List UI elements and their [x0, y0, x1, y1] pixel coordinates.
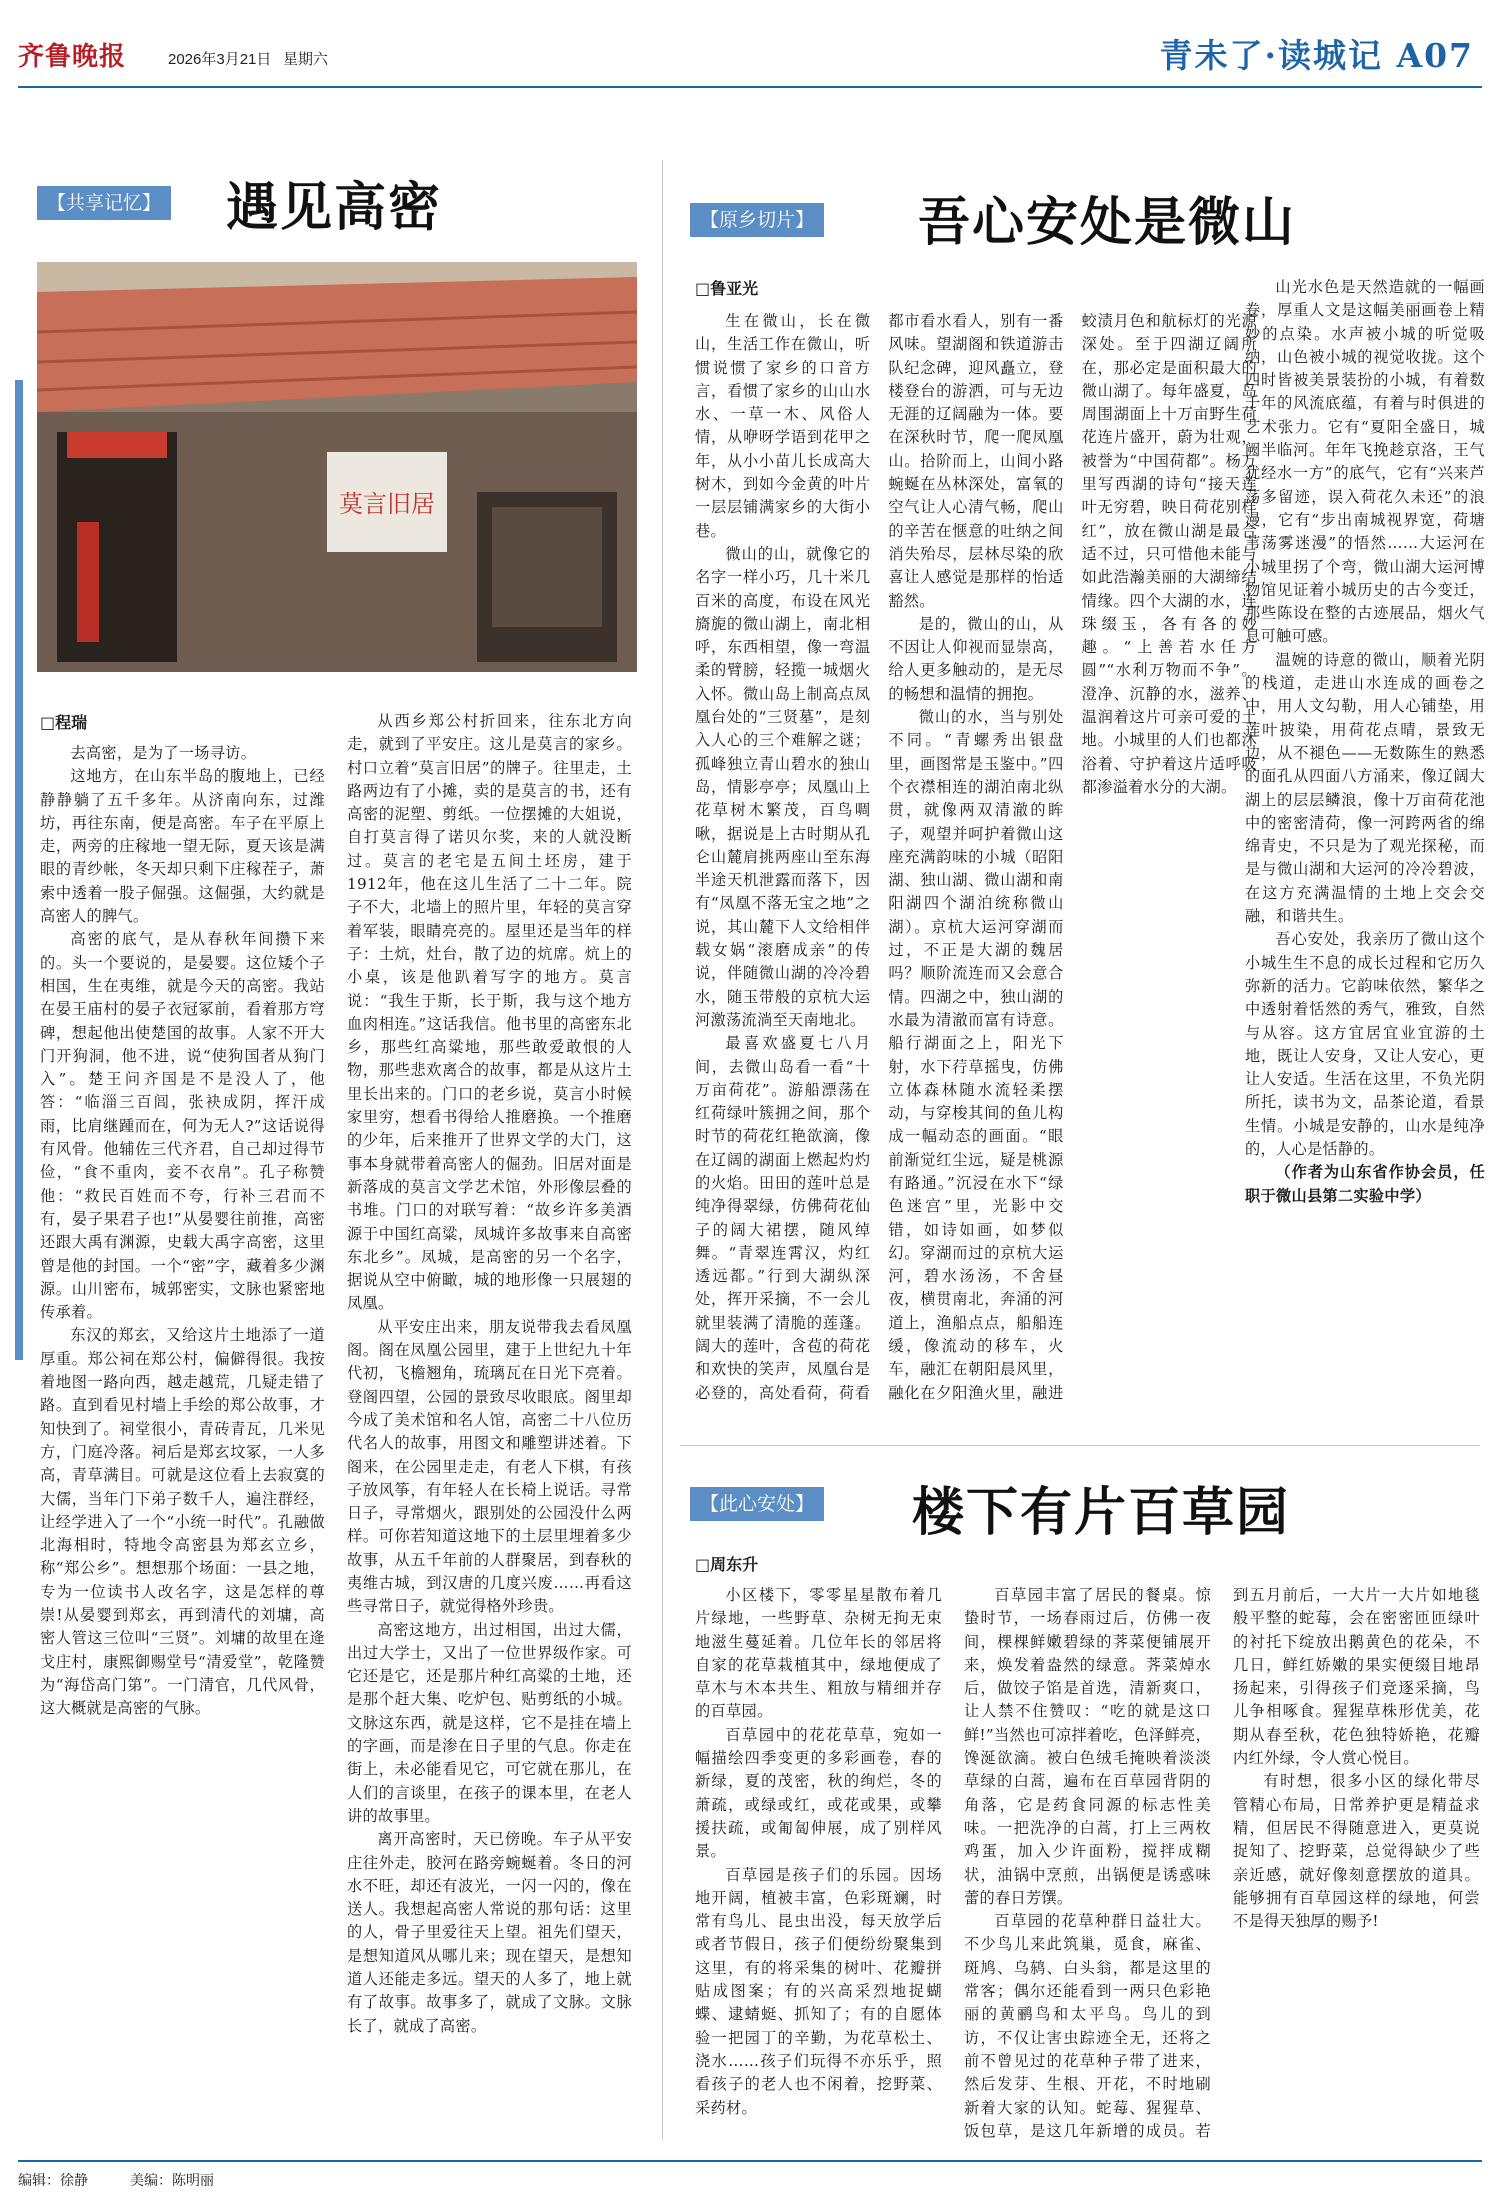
editor-credit: 编辑：徐静 [18, 2172, 88, 2188]
article2-paragraph: 是的，微山的山，从不因让人仰视而显崇高，给人更多触动的，是无尽的畅想和温情的拥抱。 [888, 614, 1064, 703]
article2-paragraph: 温婉的诗意的微山，顺着光阴的栈道，走进山水连成的画卷之中，用人文勾勒，用人心铺垫，用莲叶披染，用荷花点晴，景致无边，从不褪色——无数陈生的熟悉的面孔从四面八方涌来，像辽阔大湖上的层层鳞浪，像十万亩荷花池中的密密清荷，像一河跨两省的绵绵青史，不只是为了观光探秘，而是与微山湖和大运河的冷冷碧波，在这方充满温情的土地上交会交融，和谐共生。 [1245, 650, 1485, 926]
newspaper-logo: 齐鲁晚报 [18, 42, 127, 72]
article1-photo [37, 262, 637, 672]
article1-paragraph: 这地方，在山东半岛的腹地上，已经静静躺了五千多年。从济南向东，过潍坊，再往东南，便是高密。车子在平原上走，两旁的庄稼地一望无际，夏天该是满眼的青纱帐，冬天却只剩下庄稼茬子，萧索中透着一股子倔强。这倔强，大约就是高密人的脾气。 [40, 767, 325, 926]
article2-paragraph: 吾心安处，我亲历了微山这个小城生生不息的成长过程和它历久弥新的活力。它韵味依然，繁华之中透射着恬然的秀气，雅致，自然与从容。这方宜居宜业宜游的土地，既让人安身，又让人安心，更让人安适。生活在这里，不负光阴所托，读书为文，品茶论道，看景生情。小城是安静的，山水是纯净的，人心是恬静的。 [1245, 930, 1485, 1158]
article1-paragraph: 高密这地方，出过相国，出过大儒，出过大学士，又出了一位世界级作家。可它还是它，还是那片种红高粱的土地，还是那个赶大集、吃炉包、贴剪纸的小城。文脉这东西，就是这样，它不是挂在墙上的字画，而是渗在日子里的气息。你走在街上，未必能看见它，可它就在那儿，在人们的言谈里，在孩子的课本里，在老人讲的故事里。 [347, 1620, 632, 1825]
house-photo-illustration [37, 262, 637, 672]
article1-side-bar [15, 380, 23, 1360]
section-title: 青未了·读城记 A07 [1159, 36, 1474, 75]
article3-body [695, 1584, 1480, 2144]
article2-author: □鲁亚光 [695, 279, 759, 298]
article2-paragraph: 最喜欢盛夏七八月间，去微山岛看一看“十万亩荷花”。游船漂荡在红荷绿叶簇拥之间，那个时节的荷花红艳欲滴，像在辽阔的湖面上燃起灼灼的火焰。田田的莲叶总是纯净得翠绿，仿佛荷花仙子的阔大裙摆，随风绰舞。“青翠连霄汉，灼红透远都。”行到大湖纵深处，挥开采摘，不一会儿就里装满了清脆的莲蓬。阔大的莲叶，含苞的荷花和欢快的笑声，凤凰台是必登的，高处看荷，荷看都市看水看人，别有一番风味。望湖阁和铁道游击队纪念碑，迎风矗立，登楼登台的游洒，可与无边无涯的辽阔融为一体。要在深秋时节，爬一爬凤凰山。拾阶而上，山间小路蜿蜒在丛林深处，富氧的空气让人心清气畅，爬山的辛苦在惬意的吐纳之间消失殆尽，层林尽染的欣喜让人感觉是那样的怡适豁然。 [695, 312, 1064, 1402]
page-footer [18, 2160, 1482, 2190]
article1-author: □程瑞 [40, 713, 88, 732]
article1-column-1 [40, 742, 325, 2132]
article2-title: 吾心安处是微山 [918, 192, 1297, 253]
article2-paragraph: 微山的水，当与别处不同。“青螺秀出银盘里，画图常是玉鉴中。”四个衣襟相连的湖泊南北纵贯，就像两双清澈的眸子，观望并呵护着微山这座充满韵味的小城（昭阳湖、独山湖、微山湖和南阳湖四个湖泊统称微山湖）。京杭大运河穿湖而过，不正是大湖的魏居吗？顺阶流连而又会意合情。四湖之中，独山湖的水最为清澈而富有诗意。船行湖面之上，阳光下射，水下荇草摇曳，仿佛立体森林随水流轻柔摆动，与穿梭其间的鱼儿构成一幅动态的画面。“眼前渐觉红尘远，疑是桃源有路通。”沉浸在水下“绿色迷宫”里，光影中交错，如诗如画，如梦似幻。穿湖而过的京杭大运河，碧水汤汤，不舍昼夜，横贯南北，奔涌的河道上，渔船点点，船船连缓，像流动的移车，火车，融汇在朝阳晨风里，融化在夕阳渔火里，融进蛟渍月色和航标灯的光源深处。至于四湖辽阔所在，那必定是面积最大的微山湖了。每年盛夏，岛周围湖面上十万亩野生荷花连片盛开，蔚为壮观，被誉为“中国荷都”。杨万里写西湖的诗句“接天莲叶无穷碧，映日荷花别样红”，放在微山湖是最合适不过，只可惜他未能与如此浩瀚美丽的大湖缔结情缘。四个大湖的水，连珠缀玉，各有各的妙趣。“上善若水任方圆”“水利万物而不争”。澄净、沉静的水，滋养、温润着这片可亲可爱的土地。小城里的人们也都沐浴着、守护着这片适呼吸都渗溢着水分的大湖。 [888, 312, 1257, 1402]
designer-credit: 美编：陈明丽 [130, 2172, 214, 2188]
article2-tag: 【原乡切片】 [690, 203, 824, 237]
article1-paragraph: 高密的底气，是从春秋年间攒下来的。头一个要说的，是晏婴。这位矮个子相国，生在夷维，就是今天的高密。我站在晏王庙村的晏子衣冠冢前，看着那方穹碑，想起他出使楚国的故事。人家不开大门开狗洞，他不进，说“使狗国者从狗门入”。楚王问齐国是不是没人了，他答：“临淄三百闾，张袂成阴，挥汗成雨，比肩继踵而在，何为无人?”这话说得有风骨。他辅佐三代齐君，自己却过得节俭，“食不重肉，妾不衣帛”。孔子称赞他：“救民百姓而不夸，行补三君而不有，晏子果君子也!”从晏婴往前推，高密还跟大禹有渊源，史载大禹字高密，这里曾是他的封国。一个“密”字，藏着多少渊源。山川密布，城郭密实，文脉也紧密地传承着。 [40, 930, 325, 1322]
article3-paragraph: 百草园丰富了居民的餐桌。惊蛰时节，一场春雨过后，仿佛一夜间，棵棵鲜嫩碧绿的荠菜便铺展开来，焕发着盎然的绿意。荠菜焯水后，做饺子馅是首选，清新爽口，让人禁不住赞叹：“吃的就是这口鲜!”当然也可凉拌着吃，色泽鲜亮，馋涎欲滴。被白色绒毛掩映着淡淡草绿的白蒿，遍布在百草园背阴的角落，它是药食同源的标志性美味。一把洗净的白蒿，打上三两枚鸡蛋，加入少许面粉，搅拌成糊状，油锅中烹煎，出锅便是诱惑味蕾的春日芳馔。 [964, 1586, 1211, 1907]
article1-paragraph: 从平安庄出来，朋友说带我去看凤凰阁。阁在凤凰公园里，建于上世纪九十年代初，飞檐翘角，琉璃瓦在日光下亮着。登阁四望，公园的景致尽收眼底。阁里却今成了美术馆和名人馆，高密二十八位历代名人的故事，用图文和雕塑讲述着。下阁来，在公园里走走，有老人下棋，有孩子放风筝，有年轻人在长椅上说话。寻常日子，寻常烟火，跟别处的公园没什么两样。可你若知道这地下的土层里埋着多少故事，从五千年前的人群聚居，到春秋的夷维古城，到汉唐的几度兴废……再看这些寻常日子，就觉得格外珍贵。 [347, 1317, 632, 1616]
article3-paragraph: 小区楼下，零零星星散布着几片绿地，一些野草、杂树无拘无束地滋生蔓延着。几位年长的邻居将自家的花草栽植其中，绿地便成了草木与木本共生、粗放与精细并存的百草园。 [695, 1586, 942, 1721]
article1-paragraph: 从西乡郑公村折回来，往东北方向走，就到了平安庄。这儿是莫言的家乡。村口立着“莫言旧居”的牌子。往里走，土路两边有了小摊，卖的是莫言的书，还有高密的泥塑、剪纸。一位摆摊的大姐说，自打莫言得了诺贝尔奖，来的人就没断过。莫言的老宅是五间土坯房，建于1912年，他在这儿生活了二十二年。院子不大，北墙上的照片里，年轻的莫言穿着军装，眼睛亮亮的。屋里还是当年的样子：土炕，灶台，散了边的炕席。炕上的小桌，该是他趴着写字的地方。莫言说：“我生于斯，长于斯，我与这个地方血肉相连。”这话我信。他书里的高密东北乡，那些红高粱地，那些敢爱敢恨的人物，那些悲欢离合的故事，都是从这片土里长出来的。门口的老乡说，莫言小时候家里穷，想看书得给人推磨换。一个推磨的少年，后来推开了世界文学的大门，这事本身就带着高密人的倔劲。旧居对面是新落成的莫言文学艺术馆，外形像层叠的书堆。门口的对联写着：“故乡许多美酒源于中国红高粱，凤城许多故事来自高密东北乡”。凤城，是高密的另一个名字，据说从空中俯瞰，城的地形像一只展翅的凤凰。 [347, 712, 632, 1313]
issue-date: 2026年3月21日 [168, 51, 272, 68]
article2-paragraph: 生在微山，长在微山，生活工作在微山，听惯说惯了家乡的口音方言，看惯了家乡的山山水水、一草一木、风俗人情，从咿呀学语到花甲之年，从小小苗儿长成高大树木，到如今金黄的叶片一层层铺满家乡的大街小巷。 [695, 312, 871, 540]
article1-title: 遇见高密 [226, 177, 443, 238]
article3-paragraph: 百草园是孩子们的乐园。因场地开阔，植被丰富，色彩斑斓，时常有鸟儿、昆虫出没，每天放学后或者节假日，孩子们便纷纷聚集到这里，有的将采集的树叶、花瓣拼贴成图案；有的兴高采烈地捉蝴蝶、逮蜻蜓、抓知了；有的自愿体验一把园丁的辛勤，为花草松土、浇水……孩子们玩得不亦乐乎，照看孩子的老人也不闲着，挖野菜、采药材。 [695, 1865, 942, 2117]
article2-body [695, 310, 1257, 1420]
article2-paragraph: 山光水色是天然造就的一幅画卷，厚重人文是这幅美丽画卷上精妙的点染。水声被小城的听觉吸纳，山色被小城的视觉收拢。这个四时皆被美景装扮的小城，有着数千年的风流底蕴，有着与时俱进的艺术张力。它有“夏阳全盛日，城阙半临河。年年飞挽趁京洛，王气犹经水一方”的底气，它有“兴来芦荡多留迹，误入荷花久未还”的浪漫，它有“步出南城视界宽，荷塘苇荡雾迷漫”的悟然……大运河在小城里拐了个弯，微山湖大运河博物馆见证着小城历史的古今变迁，那些陈设在整的古迹展品，烟火气息可触可感。 [1245, 278, 1485, 646]
article1-paragraph: 去高密，是为了一场寻访。 [70, 744, 257, 762]
article2-paragraph: 微山的山，就像它的名字一样小巧，几十米几百米的高度，布设在风光旖旎的微山湖上，南北相呼，东西相望，像一弯温柔的臂膀，轻揽一城烟火入怀。微山岛上制高点凤凰台处的“三贤墓”，是刻入人心的三个难解之谜；孤峰独立青山碧水的独山岛，情影亭亭；凤凰山上花草树木繁茂，百鸟啁啾，据说是上古时期从孔仑山麓肩挑两座山至东海半途天机泄露而落下，因有“凤凰不落无宝之地”之说，其山麓下人文给相伴载女娲“滚磨成亲”的传说，伴随微山湖的冷冷碧水，随玉带般的京杭大运河激荡流淌至天南地北。 [695, 544, 871, 1029]
article3-paragraph: 百草园中的花花草草，宛如一幅描绘四季变更的多彩画卷，春的新绿，夏的茂密，秋的绚烂，冬的萧疏，或绿或红，或花或果，或攀援扶疏，或匍匐伸展，成了别样风景。 [695, 1725, 942, 1861]
issue-weekday: 星期六 [283, 51, 329, 68]
article3-title: 楼下有片百草园 [912, 1482, 1291, 1543]
old-residence-sign: 莫言旧居 [339, 490, 435, 518]
article2-credit: （作者为山东省作协会员，任职于微山县第二实验中学） [1245, 1163, 1485, 1205]
article1-column-2 [347, 710, 632, 2130]
article3-paragraph: 有时想，很多小区的绿化带尽管精心布局，日常养护更是精益求精，但居民不得随意进入，更莫说捉知了、挖野菜，总觉得缺少了些亲近感，就好像刻意摆放的道具。能够拥有百草园这样的绿地，何尝不是得天独厚的赐予! [1233, 1772, 1480, 1931]
article1-paragraph: 离开高密时，天已傍晚。车子从平安庄往外走，胶河在路旁蜿蜒着。冬日的河水不旺，却还有波光，一闪一闪的，像在送人。我想起高密人常说的那句话：这里的人，骨子里爱往天上望。祖先们望天，是想知道风从哪儿来；现在望天，是想知道人还能走多远。望天的人多了，地上就有了故事。故事多了，就成了文脉。文脉长了，就成了高密。 [347, 1830, 632, 2035]
article1-tag: 【共享记忆】 [37, 186, 171, 220]
article3-tag: 【此心安处】 [690, 1487, 824, 1521]
section-divider [680, 1445, 1480, 1446]
article3-author: □周东升 [695, 1555, 759, 1574]
top-rule [18, 86, 1482, 88]
column-divider [662, 160, 663, 2140]
article3-paragraph: 百草园的花草种群日益壮大。不少鸟儿来此筑巢，觅食，麻雀、斑鸠、乌鸫、白头翁，都是这里的常客；偶尔还能看到一两只色彩艳丽的黄鹂鸟和太平鸟。鸟儿的到访，不仅让害虫踪迹全无，还将之前不曾见过的花草种子带了进来，然后发芽、生根、开花，不时地刷新着大家的认知。蛇莓、猩猩草、饭包草，是这几年新增的成员。若到五月前后，一大片一大片如地毯般平整的蛇莓，会在密密匝匝绿叶的衬托下绽放出鹅黄色的花朵，不几日，鲜红娇嫩的果实便缀目地昂扬起来，引得孩子们竞逐采摘，鸟儿争相啄食。猩猩草株形优美，花期从春至秋，花色独特娇艳，花瓣内红外绿，令人赏心悦目。 [964, 1586, 1480, 2140]
article2-column-3 [1245, 276, 1485, 1416]
masthead [18, 18, 1482, 80]
article1-paragraph: 东汉的郑玄，又给这片土地添了一道厚重。郑公祠在郑公村，偏僻得很。我按着地图一路向西，越走越荒，几疑走错了路。直到看见村墙上手绘的郑公故事，才知快到了。祠堂很小，青砖青瓦，几米见方，门庭冷落。祠后是郑玄坟冢，一人多高，青草满目。可就是这位看上去寂寞的大儒，当年门下弟子数千人，遍注群经，让经学进入了一个“小统一时代”。孔融做北海相时，特地令高密县为郑玄立乡，称“郑公乡”。想想那个场面：一县之地，专为一位读书人改名字，这是怎样的尊崇!从晏婴到郑玄，再到清代的刘墉，高密人管这三位叫“三贤”。刘墉的故里在逄戈庄村，康熙御赐堂号“清爱堂”，乾隆赞为“海岱高门第”。一门清官，几代风骨，这大概就是高密的气脉。 [40, 1326, 325, 1718]
